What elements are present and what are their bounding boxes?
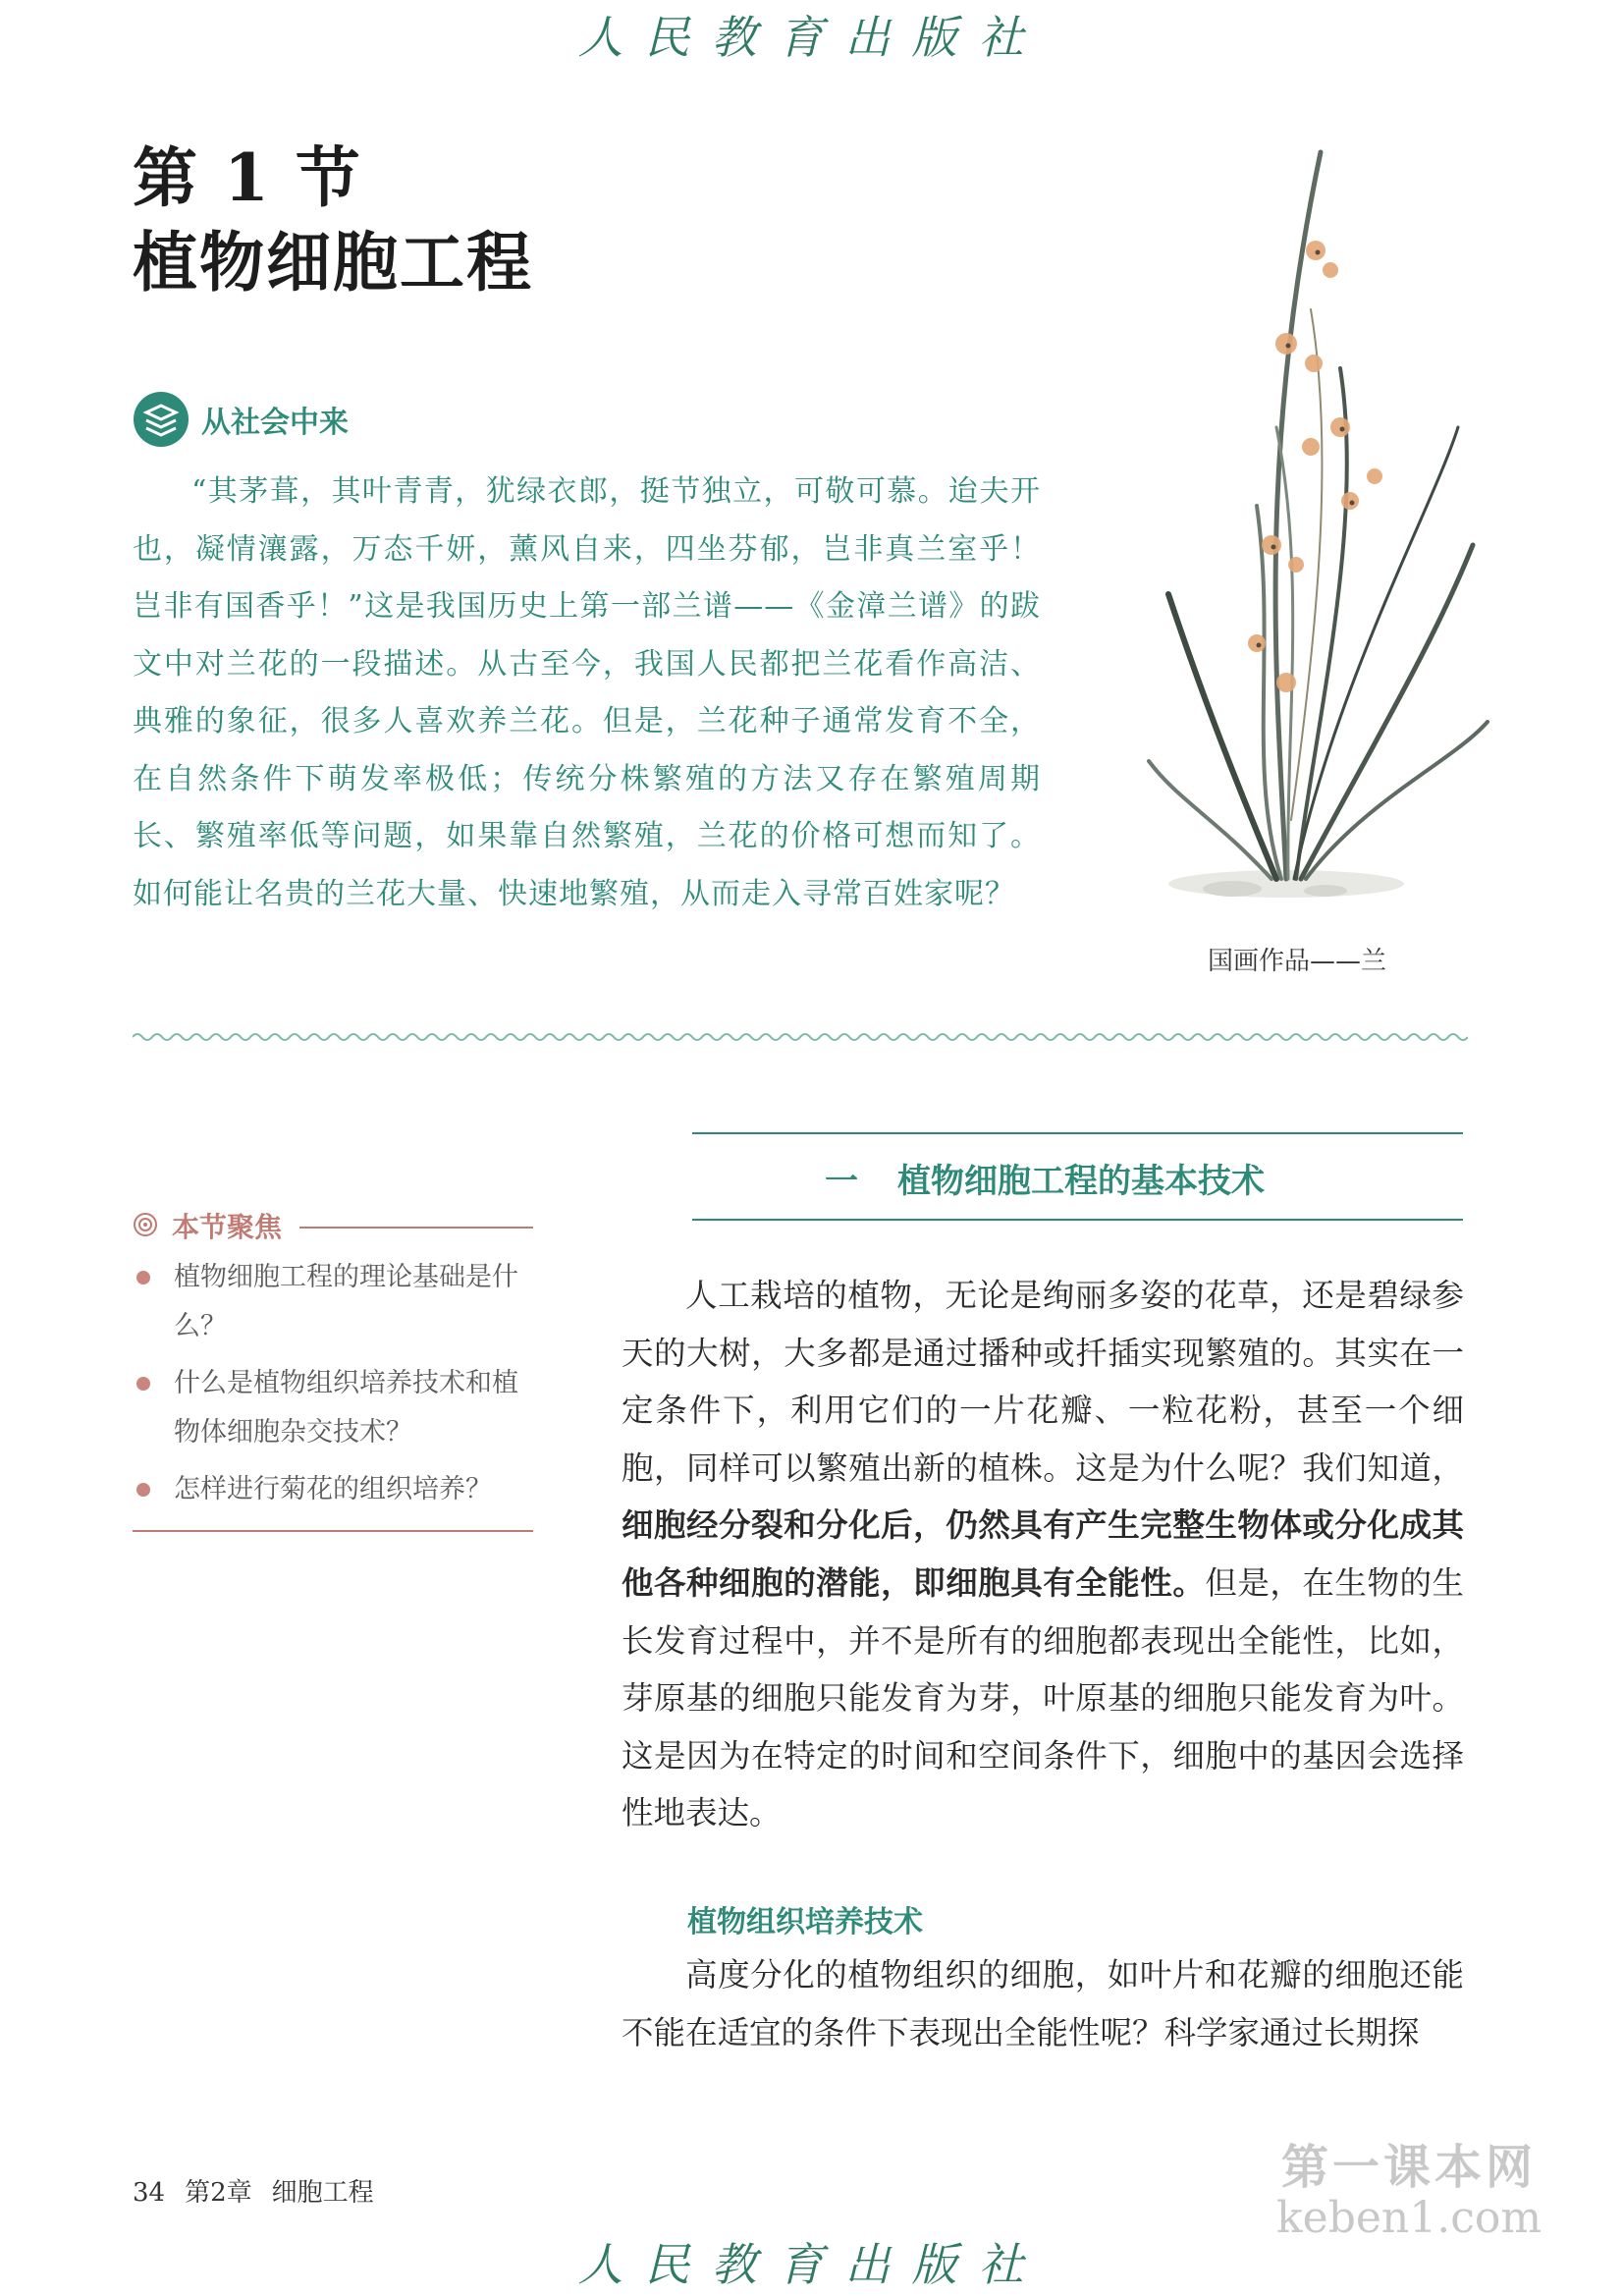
bullet-dot-icon (136, 1271, 150, 1285)
focus-item (133, 1465, 533, 1514)
section-one-heading (692, 1132, 1463, 1221)
section-one-title (825, 1154, 1265, 1202)
main-text-bold: 细胞经分裂和分化后，仍然具有产生完整生物体或分化成其他各种细胞的潜能，即细胞具有全能性。 (622, 1506, 1464, 1602)
bullet-dot-icon (136, 1483, 150, 1497)
section-title: 植物细胞工程 (133, 224, 533, 301)
orchid-painting-illustration (1139, 133, 1502, 918)
society-heading: 从社会中来 (201, 406, 349, 440)
focus-title-rule (299, 1227, 533, 1229)
chapter-title: 细胞工程 (271, 2178, 374, 2208)
page-footer (133, 2172, 394, 2209)
focus-item-text: 植物细胞工程的理论基础是什么？ (174, 1262, 518, 1341)
figure-caption: 国画作品——兰 (1208, 947, 1387, 976)
main-text-part1: 人工栽培的植物，无论是绚丽多姿的花草，还是碧绿参天的大树，大多都是通过播种或扦插实现繁殖的。其实在一定条件下，利用它们的一片花瓣、一粒花粉，甚至一个细胞，同样可以繁殖出新的植株。这是为什么呢？我们知道， (622, 1277, 1464, 1487)
focus-bottom-rule (133, 1530, 533, 1532)
target-icon (133, 1212, 158, 1237)
focus-item-text: 怎样进行菊花的组织培养？ (174, 1474, 492, 1504)
section-one-number: 一 (825, 1162, 858, 1201)
subsection-title: 植物组织培养技术 (687, 1905, 923, 1940)
focus-item (133, 1253, 533, 1351)
site-watermark (1276, 2129, 1542, 2243)
society-book-icon (133, 391, 189, 448)
focus-item (133, 1359, 533, 1457)
focus-header (133, 1206, 533, 1245)
watermark-en: keben1.com (1276, 2193, 1542, 2243)
section-focus-box (133, 1206, 533, 1532)
section-one-title-text: 植物细胞工程的基本技术 (897, 1162, 1265, 1201)
wave-divider (133, 1029, 1468, 1045)
subsection-paragraph: 高度分化的植物组织的细胞，如叶片和花瓣的细胞还能不能在适宜的条件下表现出全能性呢？科学家通过长期探 (622, 1956, 1464, 2051)
publisher-header: 人民教育出版社 (577, 11, 1046, 64)
main-paragraph (622, 1267, 1464, 1842)
heading-bottom-rule (692, 1219, 1463, 1221)
chapter-label: 第2章 (185, 2178, 252, 2208)
focus-title: 本节聚焦 (172, 1211, 283, 1243)
page-number: 34 (133, 2178, 166, 2208)
focus-item-text: 什么是植物组织培养技术和植物体细胞杂交技术？ (174, 1368, 518, 1448)
intro-paragraph: “其茅葺，其叶青青，犹绿衣郎，挺节独立，可敬可慕。迨夫开也，凝情瀼露，万态千妍，薰风自来，四坐芬郁，岂非真兰室乎！岂非有国香乎！”这是我国历史上第一部兰谱——《金漳兰谱》的跋文中对兰花的一段描述。从古至今，我国人民都把兰花看作高洁、典雅的象征，很多人喜欢养兰花。但是，兰花种子通常发育不全，在自然条件下萌发率极低；传统分株繁殖的方法又存在繁殖周期长、繁殖率低等问题，如果靠自然繁殖，兰花的价格可想而知了。如何能让名贵的兰花大量、快速地繁殖，从而走入寻常百姓家呢？ (133, 474, 1041, 911)
watermark-cn: 第一课本网 (1281, 2140, 1538, 2195)
heading-top-rule (692, 1132, 1463, 1134)
main-text-part2: 但是，在生物的生长发育过程中，并不是所有的细胞都表现出全能性，比如，芽原基的细胞只能发育为芽，叶原基的细胞只能发育为叶。这是因为在特定的时间和空间条件下，细胞中的基因会选择性地表达。 (622, 1563, 1464, 1832)
bullet-dot-icon (136, 1377, 150, 1391)
section-number: 第 1 节 (133, 139, 362, 216)
publisher-footer: 人民教育出版社 (577, 2238, 1046, 2291)
